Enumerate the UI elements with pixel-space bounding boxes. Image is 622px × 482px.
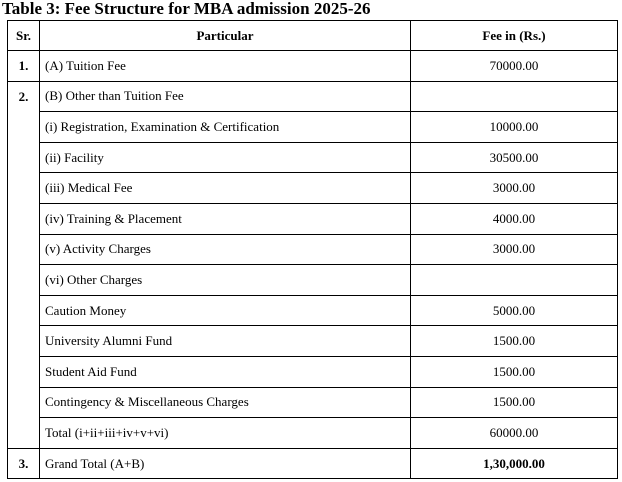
row-sr: 2.: [8, 81, 40, 112]
row-fee: 1500.00: [411, 326, 618, 357]
table-caption: Table 3: Fee Structure for MBA admission 2025-26: [2, 0, 371, 18]
table-row: [8, 234, 618, 265]
grand-total-fee: 1,30,000.00: [411, 448, 618, 479]
row-sr: [8, 326, 40, 357]
row-sr: [8, 112, 40, 143]
row-particular: (i) Registration, Examination & Certification: [40, 112, 411, 143]
row-particular: (A) Tuition Fee: [40, 51, 411, 82]
row-fee: 1500.00: [411, 387, 618, 418]
table-row: [8, 356, 618, 387]
row-particular: University Alumni Fund: [40, 326, 411, 357]
row-sr: 3.: [8, 448, 40, 479]
table-row: [8, 51, 618, 82]
row-fee: 1500.00: [411, 356, 618, 387]
row-sr: [8, 387, 40, 418]
row-particular: Caution Money: [40, 295, 411, 326]
row-sr: [8, 356, 40, 387]
table-row-grand-total: [8, 448, 618, 479]
table-row: [8, 112, 618, 143]
row-fee: 30500.00: [411, 142, 618, 173]
row-particular: (iv) Training & Placement: [40, 203, 411, 234]
row-fee: [411, 81, 618, 112]
row-sr: [8, 265, 40, 296]
fee-structure-table: [7, 20, 618, 479]
row-sr: [8, 142, 40, 173]
header-particular: Particular: [40, 21, 411, 51]
row-fee: 3000.00: [411, 234, 618, 265]
row-particular: (ii) Facility: [40, 142, 411, 173]
row-particular: (iii) Medical Fee: [40, 173, 411, 204]
row-fee: 3000.00: [411, 173, 618, 204]
row-particular: Contingency & Miscellaneous Charges: [40, 387, 411, 418]
table-row: [8, 81, 618, 112]
row-sr: [8, 234, 40, 265]
row-sr: [8, 295, 40, 326]
table-row: [8, 203, 618, 234]
header-fee: Fee in (Rs.): [411, 21, 618, 51]
row-particular: Student Aid Fund: [40, 356, 411, 387]
row-sr: 1.: [8, 51, 40, 82]
table-row: [8, 265, 618, 296]
row-fee: 60000.00: [411, 418, 618, 449]
row-particular: (B) Other than Tuition Fee: [40, 81, 411, 112]
table-row: [8, 142, 618, 173]
table-row: [8, 387, 618, 418]
row-particular: (vi) Other Charges: [40, 265, 411, 296]
row-particular: (v) Activity Charges: [40, 234, 411, 265]
table-row: [8, 326, 618, 357]
row-particular: Total (i+ii+iii+iv+v+vi): [40, 418, 411, 449]
row-fee: 4000.00: [411, 203, 618, 234]
row-fee: 5000.00: [411, 295, 618, 326]
row-fee: 10000.00: [411, 112, 618, 143]
table-row: [8, 418, 618, 449]
table-header-row: [8, 21, 618, 51]
row-fee: [411, 265, 618, 296]
table-row: [8, 173, 618, 204]
row-sr: [8, 203, 40, 234]
row-sr: [8, 173, 40, 204]
row-particular: Grand Total (A+B): [40, 448, 411, 479]
header-sr: Sr.: [8, 21, 40, 51]
row-fee: 70000.00: [411, 51, 618, 82]
table-row: [8, 295, 618, 326]
row-sr: [8, 418, 40, 449]
